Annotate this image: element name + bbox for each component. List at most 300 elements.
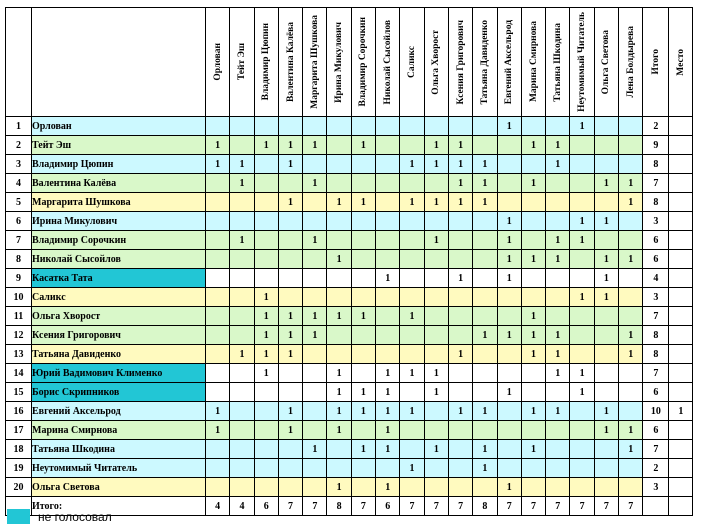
row-total: 6 [643, 421, 669, 440]
vote-cell: 1 [351, 193, 375, 212]
vote-cell [376, 288, 400, 307]
vote-cell [400, 231, 424, 250]
vote-cell: 1 [400, 155, 424, 174]
vote-cell [376, 345, 400, 364]
vote-cell: 1 [546, 250, 570, 269]
vote-cell: 1 [278, 307, 302, 326]
column-header [351, 8, 375, 117]
vote-cell [206, 440, 230, 459]
vote-cell: 1 [473, 440, 497, 459]
vote-cell [278, 174, 302, 193]
row-place [669, 117, 693, 136]
vote-cell [400, 326, 424, 345]
vote-cell [254, 193, 278, 212]
vote-cell: 1 [521, 326, 545, 345]
vote-cell: 1 [206, 136, 230, 155]
vote-cell [278, 440, 302, 459]
vote-cell: 1 [424, 136, 448, 155]
vote-cell [376, 459, 400, 478]
column-header-label: Лена Болдырева [625, 26, 636, 98]
participant-name: Николай Сысойлов [32, 250, 206, 269]
vote-cell [594, 231, 618, 250]
vote-cell [327, 155, 351, 174]
vote-cell: 1 [254, 364, 278, 383]
table-row [6, 307, 693, 326]
column-total: 6 [254, 497, 278, 516]
vote-cell [473, 231, 497, 250]
row-total: 2 [643, 117, 669, 136]
column-header-label: Ксения Григорович [455, 19, 466, 105]
vote-cell [424, 402, 448, 421]
column-total: 7 [303, 497, 327, 516]
table-row [6, 364, 693, 383]
vote-cell [473, 288, 497, 307]
vote-cell [254, 174, 278, 193]
column-total: 7 [351, 497, 375, 516]
vote-cell [327, 174, 351, 193]
row-total: 3 [643, 478, 669, 497]
vote-cell [351, 364, 375, 383]
vote-cell: 1 [473, 326, 497, 345]
column-total: 7 [278, 497, 302, 516]
vote-cell [376, 117, 400, 136]
row-place [669, 345, 693, 364]
vote-cell [230, 402, 254, 421]
vote-cell: 1 [521, 440, 545, 459]
vote-cell [448, 459, 472, 478]
column-header-label: Владимир Цюпин [261, 23, 272, 101]
vote-cell [546, 478, 570, 497]
row-number: 14 [6, 364, 32, 383]
column-header-label: Владимир Сорочкин [358, 17, 369, 107]
vote-cell [230, 459, 254, 478]
row-place [669, 478, 693, 497]
vote-cell [594, 383, 618, 402]
row-place: 1 [669, 402, 693, 421]
vote-cell [327, 326, 351, 345]
column-header-label: Неутомимый Читатель [577, 12, 588, 112]
column-total: 7 [570, 497, 594, 516]
vote-cell [303, 383, 327, 402]
vote-cell [400, 250, 424, 269]
vote-cell [206, 307, 230, 326]
row-number: 1 [6, 117, 32, 136]
row-place [669, 269, 693, 288]
vote-cell [473, 421, 497, 440]
participant-name: Маргарита Шушкова [32, 193, 206, 212]
vote-cell [303, 269, 327, 288]
row-total: 8 [643, 326, 669, 345]
vote-cell: 1 [376, 478, 400, 497]
participant-name: Ксения Григорович [32, 326, 206, 345]
vote-cell [400, 136, 424, 155]
table-row [6, 402, 693, 421]
vote-cell [400, 383, 424, 402]
vote-cell: 1 [619, 326, 643, 345]
participant-name: Тейт Эш [32, 136, 206, 155]
vote-cell [206, 288, 230, 307]
place-header-label: Место [675, 48, 686, 76]
vote-cell [230, 117, 254, 136]
vote-cell: 1 [448, 269, 472, 288]
vote-cell: 1 [521, 307, 545, 326]
vote-cell [424, 288, 448, 307]
header-corner-num [6, 8, 32, 117]
vote-cell: 1 [376, 269, 400, 288]
vote-cell [230, 326, 254, 345]
vote-cell: 1 [546, 345, 570, 364]
vote-cell [230, 364, 254, 383]
vote-cell: 1 [327, 383, 351, 402]
vote-cell [376, 212, 400, 231]
vote-cell: 1 [424, 440, 448, 459]
column-header [303, 8, 327, 117]
legend-label: не голосовал [38, 509, 112, 524]
vote-cell [351, 345, 375, 364]
row-total: 2 [643, 459, 669, 478]
vote-cell [303, 345, 327, 364]
vote-cell [546, 117, 570, 136]
vote-cell: 1 [400, 459, 424, 478]
vote-cell: 1 [497, 117, 521, 136]
column-total: 7 [448, 497, 472, 516]
vote-cell [619, 288, 643, 307]
participant-name: Владимир Цюпин [32, 155, 206, 174]
vote-cell [278, 231, 302, 250]
row-number: 8 [6, 250, 32, 269]
row-total: 8 [643, 345, 669, 364]
vote-cell [570, 193, 594, 212]
table-row [6, 459, 693, 478]
vote-cell: 1 [619, 345, 643, 364]
vote-cell [230, 478, 254, 497]
column-header-label: Татьяна Давиденко [479, 19, 490, 105]
vote-cell: 1 [303, 174, 327, 193]
vote-cell [546, 440, 570, 459]
vote-cell [278, 383, 302, 402]
vote-cell [400, 440, 424, 459]
vote-cell: 1 [230, 345, 254, 364]
table-row [6, 383, 693, 402]
vote-cell: 1 [497, 326, 521, 345]
vote-cell [497, 174, 521, 193]
vote-cell [206, 478, 230, 497]
vote-cell: 1 [376, 402, 400, 421]
vote-cell [594, 155, 618, 174]
vote-cell: 1 [206, 402, 230, 421]
vote-cell [327, 288, 351, 307]
vote-cell [570, 402, 594, 421]
row-number: 12 [6, 326, 32, 345]
vote-cell: 1 [351, 440, 375, 459]
row-total: 7 [643, 440, 669, 459]
vote-cell [497, 345, 521, 364]
vote-cell [254, 269, 278, 288]
vote-cell [497, 155, 521, 174]
vote-cell: 1 [497, 231, 521, 250]
vote-cell [206, 345, 230, 364]
row-total: 7 [643, 174, 669, 193]
vote-cell: 1 [278, 326, 302, 345]
vote-cell [521, 231, 545, 250]
table-row [6, 421, 693, 440]
row-place [669, 136, 693, 155]
vote-cell [521, 288, 545, 307]
vote-cell [206, 364, 230, 383]
vote-cell [546, 193, 570, 212]
vote-cell: 1 [278, 345, 302, 364]
vote-cell [303, 478, 327, 497]
vote-cell [594, 307, 618, 326]
column-header [254, 8, 278, 117]
vote-cell: 1 [327, 250, 351, 269]
column-header-label: Николай Сысойлов [382, 19, 393, 105]
participant-name: Ирина Микулович [32, 212, 206, 231]
column-header [594, 8, 618, 117]
vote-cell: 1 [594, 269, 618, 288]
vote-cell: 1 [400, 364, 424, 383]
vote-cell [570, 155, 594, 174]
total-header-label: Итого [650, 49, 661, 75]
table-row [6, 250, 693, 269]
vote-cell [497, 288, 521, 307]
vote-cell: 1 [448, 136, 472, 155]
row-place [669, 440, 693, 459]
row-place [669, 307, 693, 326]
vote-cell [254, 383, 278, 402]
vote-cell [521, 117, 545, 136]
vote-cell: 1 [497, 478, 521, 497]
vote-cell [424, 307, 448, 326]
vote-cell [497, 193, 521, 212]
vote-cell [303, 250, 327, 269]
column-total: 8 [327, 497, 351, 516]
vote-cell: 1 [619, 421, 643, 440]
row-place [669, 421, 693, 440]
vote-cell: 1 [424, 231, 448, 250]
vote-cell [327, 117, 351, 136]
vote-cell: 1 [376, 421, 400, 440]
vote-cell: 1 [303, 231, 327, 250]
column-header-label: Орлован [212, 43, 223, 81]
vote-cell [278, 478, 302, 497]
column-header-label: Саликс [407, 46, 418, 78]
participant-name: Юрий Вадимович Клименко [32, 364, 206, 383]
vote-cell [546, 288, 570, 307]
row-total: 6 [643, 231, 669, 250]
participant-name: Ольга Светова [32, 478, 206, 497]
vote-cell [497, 364, 521, 383]
vote-cell: 1 [303, 326, 327, 345]
vote-cell [278, 288, 302, 307]
footer-place [669, 497, 693, 516]
column-total: 7 [400, 497, 424, 516]
vote-cell [497, 402, 521, 421]
vote-cell [254, 421, 278, 440]
vote-cell: 1 [327, 364, 351, 383]
vote-cell [521, 269, 545, 288]
vote-cell [594, 478, 618, 497]
table-row [6, 231, 693, 250]
row-number: 9 [6, 269, 32, 288]
vote-cell: 1 [254, 136, 278, 155]
vote-cell [254, 117, 278, 136]
vote-cell: 1 [570, 212, 594, 231]
row-place [669, 383, 693, 402]
vote-cell [448, 440, 472, 459]
vote-cell: 1 [230, 231, 254, 250]
row-number: 17 [6, 421, 32, 440]
vote-cell [400, 117, 424, 136]
row-place [669, 459, 693, 478]
row-number: 19 [6, 459, 32, 478]
participant-name: Валентина Калёва [32, 174, 206, 193]
vote-cell: 1 [351, 136, 375, 155]
column-header [376, 8, 400, 117]
vote-cell [546, 383, 570, 402]
vote-cell [206, 212, 230, 231]
vote-cell [254, 402, 278, 421]
participant-name: Евгений Аксельрод [32, 402, 206, 421]
vote-cell [376, 193, 400, 212]
vote-cell [546, 459, 570, 478]
vote-cell: 1 [351, 383, 375, 402]
vote-cell [303, 212, 327, 231]
row-number: 5 [6, 193, 32, 212]
vote-cell [303, 193, 327, 212]
vote-cell [521, 459, 545, 478]
row-number: 15 [6, 383, 32, 402]
vote-cell [619, 307, 643, 326]
column-total: 4 [206, 497, 230, 516]
vote-cell [230, 269, 254, 288]
participant-name: Касатка Тата [32, 269, 206, 288]
vote-cell [473, 136, 497, 155]
vote-cell [278, 459, 302, 478]
vote-cell [473, 250, 497, 269]
row-total: 3 [643, 288, 669, 307]
row-number: 6 [6, 212, 32, 231]
vote-cell [448, 250, 472, 269]
vote-cell: 1 [497, 212, 521, 231]
vote-cell: 1 [546, 136, 570, 155]
vote-cell: 1 [570, 364, 594, 383]
vote-cell [473, 269, 497, 288]
vote-cell: 1 [473, 402, 497, 421]
column-header-label: Тейт Эш [236, 43, 247, 81]
participant-name: Татьяна Шкодина [32, 440, 206, 459]
vote-cell: 1 [448, 155, 472, 174]
vote-cell: 1 [473, 459, 497, 478]
vote-cell [303, 402, 327, 421]
vote-cell [521, 193, 545, 212]
column-header [473, 8, 497, 117]
vote-cell: 1 [619, 250, 643, 269]
vote-cell [619, 402, 643, 421]
table-row [6, 440, 693, 459]
vote-cell [546, 174, 570, 193]
vote-cell: 1 [327, 478, 351, 497]
vote-cell [521, 155, 545, 174]
column-header [619, 8, 643, 117]
vote-cell: 1 [254, 345, 278, 364]
column-header-label: Валентина Калёва [285, 22, 296, 102]
vote-cell [206, 269, 230, 288]
vote-cell [497, 459, 521, 478]
column-header-label: Маргарита Шушкова [309, 15, 320, 109]
table-row [6, 345, 693, 364]
vote-cell: 1 [424, 155, 448, 174]
vote-cell [351, 117, 375, 136]
vote-cell [303, 155, 327, 174]
vote-cell [424, 459, 448, 478]
row-place [669, 231, 693, 250]
row-total: 3 [643, 212, 669, 231]
vote-cell [376, 155, 400, 174]
column-header [400, 8, 424, 117]
vote-cell [400, 212, 424, 231]
table-row [6, 193, 693, 212]
column-total: 8 [473, 497, 497, 516]
vote-cell: 1 [521, 174, 545, 193]
row-number: 11 [6, 307, 32, 326]
vote-cell [254, 212, 278, 231]
row-total: 8 [643, 193, 669, 212]
vote-cell [570, 250, 594, 269]
vote-cell: 1 [521, 136, 545, 155]
vote-cell: 1 [594, 174, 618, 193]
row-place [669, 155, 693, 174]
vote-cell: 1 [206, 155, 230, 174]
column-total: 7 [424, 497, 448, 516]
vote-cell: 1 [497, 269, 521, 288]
vote-cell [376, 250, 400, 269]
vote-cell: 1 [303, 307, 327, 326]
vote-cell [497, 440, 521, 459]
column-total: 7 [546, 497, 570, 516]
vote-cell [546, 269, 570, 288]
vote-cell [448, 117, 472, 136]
table-row [6, 136, 693, 155]
vote-cell [351, 212, 375, 231]
vote-cell [327, 136, 351, 155]
vote-cell [400, 174, 424, 193]
vote-cell [448, 212, 472, 231]
vote-cell [351, 269, 375, 288]
vote-cell: 1 [376, 364, 400, 383]
vote-cell [376, 136, 400, 155]
vote-cell [546, 212, 570, 231]
header-row [6, 8, 693, 117]
vote-cell: 1 [424, 383, 448, 402]
vote-cell [206, 383, 230, 402]
vote-cell [473, 307, 497, 326]
vote-cell: 1 [327, 402, 351, 421]
vote-cell [206, 459, 230, 478]
row-total: 6 [643, 250, 669, 269]
row-total: 7 [643, 364, 669, 383]
footer-label: Итого: [32, 497, 206, 516]
total-header [643, 8, 669, 117]
row-place [669, 193, 693, 212]
vote-cell [230, 136, 254, 155]
vote-cell [351, 250, 375, 269]
vote-cell [424, 326, 448, 345]
vote-cell [619, 459, 643, 478]
vote-cell [424, 250, 448, 269]
vote-cell [351, 288, 375, 307]
column-header [327, 8, 351, 117]
